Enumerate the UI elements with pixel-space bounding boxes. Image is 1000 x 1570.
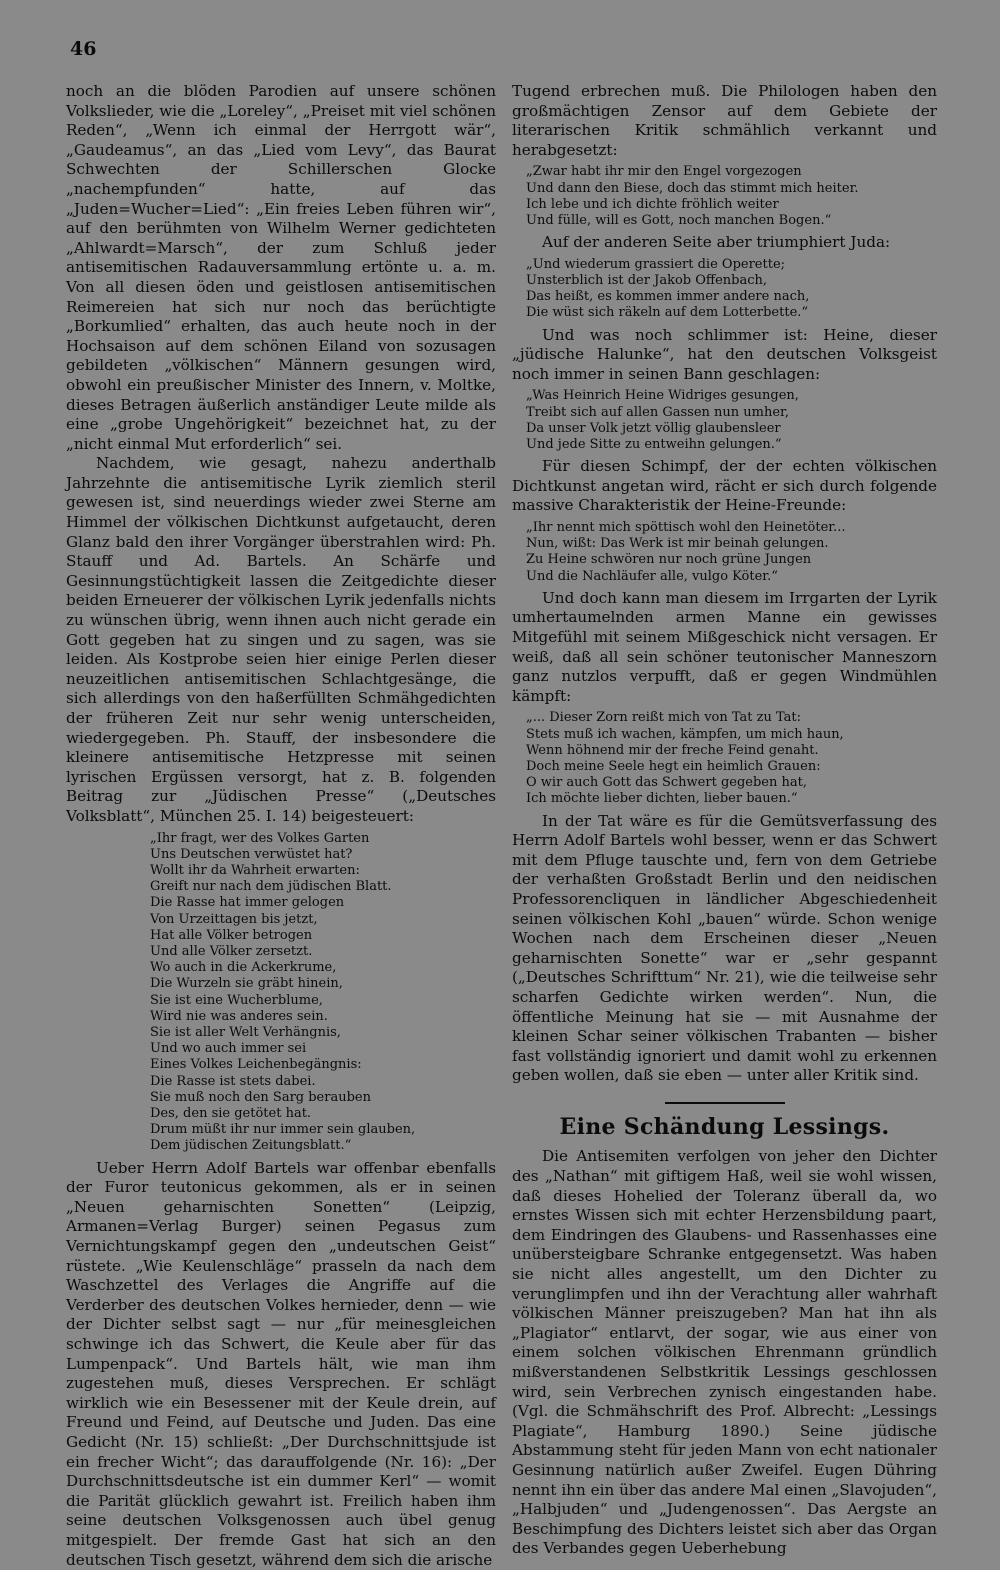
paragraph: Und doch kann man diesem im Irrgarten der Lyrik umhertaumelnden armen Manne ein gewisses Mitgefühl mit seinem Mißgeschick nicht versagen. Er weiß, daß all sein schöner teutonischer Manneszorn ganz nutzlos verpufft, daß er gegen Windmühlen kämpft: bbox=[512, 588, 937, 705]
paragraph: Nachdem, wie gesagt, nahezu anderthalb Jahrzehnte die antisemitische Lyrik ziemlich steril gewesen ist, sind neuerdings wieder zwei Sterne am Himmel der völkischen Dichtkunst aufgetaucht, deren Glanz bald den ihrer Vorgänger überstrahlen wird: Ph. Stauff und Ad. Bartels. An Schärfe und Gesinnungstüchtigkeit lassen die Zeitgedichte dieser beiden Erneuerer der völkischen Lyrik jedenfalls nichts zu wünschen übrig, wenn ihnen auch nicht gerade ein Gott gegeben hat zu singen und zu sagen, was sie leiden. Als Kostprobe seien hier einige Perlen dieser neuzeitlichen antisemitischen Schlachtgesänge, die sich allerdings von den haßerfüllten Schmähgedichten der früheren Zeit nur sehr wenig unterscheiden, wiedergegeben. Ph. Stauff, der insbesondere die kleinere antisemitische Hetzpresse mit seinen lyrischen Ergüssen versorgt, hat z. B. folgenden Beitrag zur „Jüdischen Presse“ („Deutsches Volksblatt“, München 25. I. 14) beigesteuert: bbox=[66, 454, 496, 825]
paragraph: Und was noch schlimmer ist: Heine, dieser „jüdische Halunke“, hat den deutschen Volksgeist noch immer in seinen Bann geschlagen: bbox=[512, 325, 937, 383]
paragraph: Auf der anderen Seite aber triumphiert Juda: bbox=[542, 233, 891, 252]
poem-quote: „Und wiederum grassiert die Operette; Unsterblich ist der Jakob Offenbach, Das heißt, es kommen immer andere nach, Die wüst sich räkeln auf dem Lotterbette.“ bbox=[526, 256, 810, 321]
section-divider bbox=[665, 1102, 785, 1104]
paragraph: Die Antisemiten verfolgen von jeher den Dichter des „Nathan“ mit giftigem Haß, weil sie wohl wissen, daß dieses Hohelied der Toleranz überall da, wo ernstes Wissen sich mit echter Herzensbildung paart, dem Eindringen des Glaubens- und Rassenhasses eine unübersteigbare Schranke entgegensetzt. Was haben sie nicht alles angestellt, um den Dichter zu verunglimpfen und ihn der Verachtung aller wahrhaft völkischen Männer preiszugeben? Man hat ihn als „Plagiator“ entlarvt, der sogar, wie aus einer von einem solchen völkischen Ehrenmann gründlich mißverstandenen Selbstkritik Lessings geschlossen wird, sein Verbrechen zynisch eingestanden habe. (Vgl. die Schmähschrift des Prof. Albrecht: „Lessings Plagiate“, Hamburg 1890.) Seine jüdische Abstammung steht für jeden Mann von echt nationaler Gesinnung natürlich außer Zweifel. Eugen Dühring nennt ihn ein über das andere Mal einen „Slavojuden“, „Halbjuden“ und „Judengenossen“. Das Aergste an Beschimpfung des Dichters leistet sich aber das Organ des Verbandes gegen Ueberhebung bbox=[512, 1147, 937, 1558]
poem-stauff: „Ihr fragt, wer des Volkes Garten Uns Deutschen verwüstet hat? Wollt ihr da Wahrheit erwarten: Greift nur nach dem jüdischen Blatt. Die Rasse hat immer gelogen Von Urzeittagen bis jetzt, Hat alle Völker betrogen Und alle Völker zersetzt. Wo auch in die Ackerkrume, Die Wurzeln sie gräbt hinein, Sie ist eine Wucherblume, Wird nie was anderes sein. Sie ist aller Welt Verhängnis, Und wo auch immer sei Eines Volkes Leichenbegängnis: Die Rasse ist stets dabei. Sie muß noch den Sarg berauben Des, den sie getötet hat. Drum müßt ihr nur immer sein glauben, Dem jüdischen Zeitungsblatt.“ bbox=[150, 830, 416, 1154]
paragraph: Für diesen Schimpf, der der echten völkischen Dichtkunst angetan wird, rächt er sich durch folgende massive Charakteristik der Heine-Freunde: bbox=[512, 457, 937, 515]
poem-quote: „Ihr nennt mich spöttisch wohl den Heinetöter... Nun, wißt: Das Werk ist mir beinah gelungen. Zu Heine schwören nur noch grüne Jungen Und die Nachläufer alle, vulgo Köter.“ bbox=[526, 519, 846, 584]
poem-quote: „... Dieser Zorn reißt mich von Tat zu Tat: Stets muß ich wachen, kämpfen, um mich haun, Wenn höhnend mir der freche Feind genaht. Doch meine Seele hegt ein heimlich Grauen: O wir auch Gott das Schwert gegeben hat, Ich möchte lieber dichten, lieber bauen.“ bbox=[526, 710, 844, 807]
paragraph: Ueber Herrn Adolf Bartels war offenbar ebenfalls der Furor teutonicus gekommen, als er in seinen „Neuen geharnischten Sonetten“ (Leipzig, Armanen=Verlag Burger) seinen Pegasus zum Vernichtungskampf gegen den „undeutschen Geist“ rüstete. „Wie Keulenschläge“ prasseln da nach dem Waschzettel des Verlages die Angriffe auf die Verderber des deutschen Volkes hernieder, denn — wie der Dichter selbst sagt — nur „für meinesgleichen schwinge ich das Schwert, die Keule aber für das Lumpenpack“. Und Bartels hält, wie man ihm zugestehen muß, dieses Versprechen. Er schlägt wirklich wie ein Besessener mit der Keule drein, auf Freund und Feind, auf Deutsche und Juden. Das eine Gedicht (Nr. 15) schließt: „Der Durchschnittsjude ist ein frecher Wicht“; das darauffolgende (Nr. 16): „Der Durchschnittsdeutsche ist ein dummer Kerl“ — womit die Parität glücklich gewahrt ist. Freilich haben ihm seine deutschen Volksgenossen auch übel genug mitgespielt. Der fremde Gast hat sich an den deutschen Tisch gesetzt, während dem sich die arische bbox=[66, 1158, 496, 1569]
paragraph: Tugend erbrechen muß. Die Philologen haben den großmächtigen Zensor auf dem Gebiete der literarischen Kritik schmählich verkannt und herabgesetzt: bbox=[512, 82, 937, 159]
page-number: 46 bbox=[70, 38, 97, 60]
poem-quote: „Was Heinrich Heine Widriges gesungen, Treibt sich auf allen Gassen nun umher, Da unser Volk jetzt völlig glaubensleer Und jede Sitte zu entweihn gelungen.“ bbox=[526, 388, 799, 452]
article-headline: Eine Schändung Lessings. bbox=[559, 1113, 890, 1140]
paragraph: noch an die blöden Parodien auf unsere schönen Volkslieder, wie die „Loreley“, „Preiset mit viel schönen Reden“, „Wenn ich einmal der Herrgott wär“, „Gaudeamus“, an das „Lied vom Levy“, das Baurat Schwechten der Schillerschen Glocke „nachempfunden“ hatte, auf das „Juden=Wucher=Lied“: „Ein freies Leben führen wir“, auf den berühmten von Wilhelm Werner gedichteten „Ahlwardt=Marsch“, der zum Schluß jeder antisemitischen Radauversammlung ertönte u. a. m. Von all diesen öden und geistlosen antisemitischen Reimereien hat sich nur noch das berüchtigte „Borkumlied“ erhalten, das auch heute noch in der Hochsaison auf dem schönen Eiland von sozusagen gebildeten „völkischen“ Männern gesungen wird, obwohl ein preußischer Minister des Innern, v. Moltke, dieses Betragen äußerlich anständiger Leute milde als eine „grobe Ungehörigkeit“ bezeichnet hat, zu der „nicht einmal Mut erforderlich“ sei. bbox=[66, 82, 496, 453]
left-column bbox=[66, 82, 496, 1570]
paragraph: In der Tat wäre es für die Gemütsverfassung des Herrn Adolf Bartels wohl besser, wenn er das Schwert mit dem Pfluge tauschte und, fern von dem Getriebe der verhaßten Großstadt Berlin und den neidischen Professorencliquen in ländlicher Abgeschiedenheit seinen völkischen Kohl „bauen“ würde. Schon wenige Wochen nach dem Erscheinen dieser „Neuen geharnischten Sonette“ war er „sehr gespannt („Deutsches Schrifttum“ Nr. 21), wie die teilweise sehr scharfen Gedichte wirken werden“. Nun, die öffentliche Meinung hat sie — mit Ausnahme der kleinen Schar seiner völkischen Trabanten — bisher fast vollständig ignoriert und damit wohl zu erkennen geben wollen, daß sie eben — unter aller Kritik sind. bbox=[512, 811, 937, 1085]
right-column bbox=[512, 82, 937, 1559]
poem-quote: „Zwar habt ihr mir den Engel vorgezogen Und dann den Biese, doch das stimmt mich heiter. Ich lebe und ich dichte fröhlich weiter Und fülle, will es Gott, noch manchen Bogen.“ bbox=[526, 164, 859, 228]
